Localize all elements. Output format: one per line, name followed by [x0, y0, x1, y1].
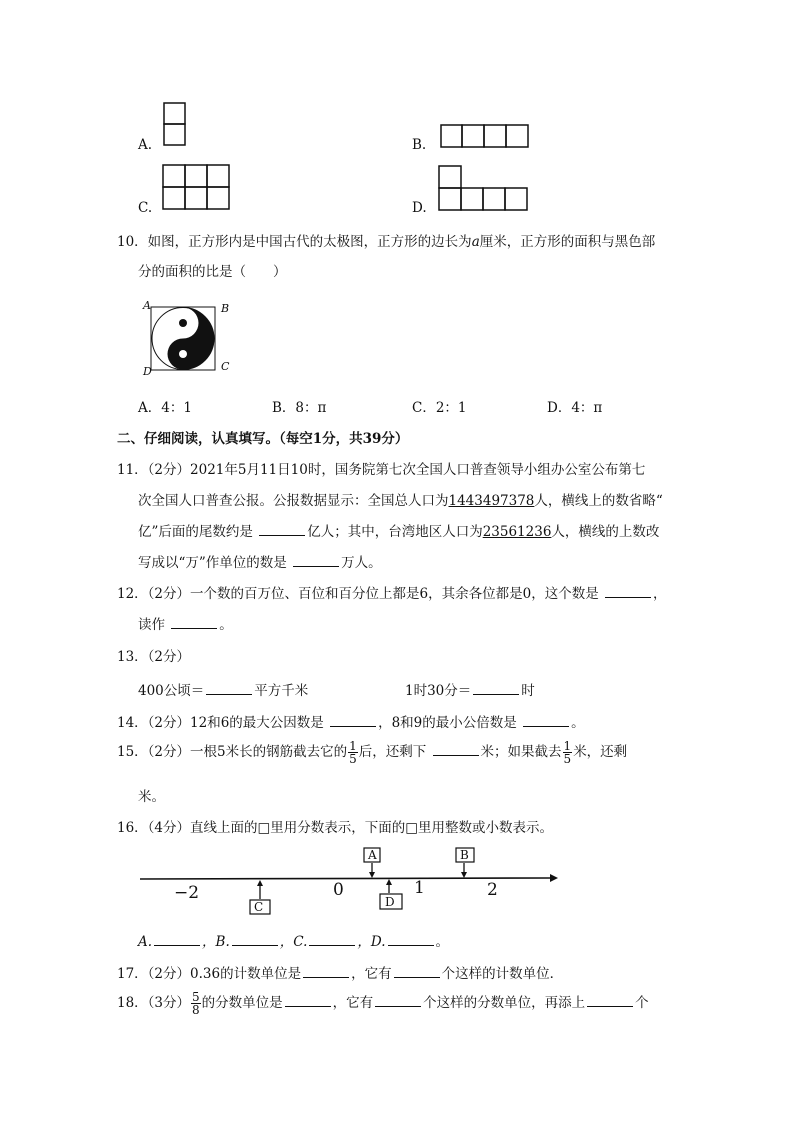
- q11-line1: 11．（2分）2021年5月11日10时，国务院第七次全国人口普查领导小组办公室公布第七: [117, 462, 646, 478]
- q13-item1: 400公顷＝ 平方千米: [138, 683, 309, 699]
- q14-blank-2[interactable]: [523, 714, 569, 727]
- corner-label-d: D: [143, 365, 152, 378]
- q18-blank-1[interactable]: [285, 994, 331, 1007]
- q15-line2: 米。: [138, 789, 165, 805]
- tick-label-2: 2: [487, 880, 498, 900]
- q18-line: 18．（3分） $\frac{5}{8}$ 的分数单位是 ，它有 个这样的分数单位，再添上 个: [117, 990, 649, 1017]
- q16-blank-d[interactable]: [388, 933, 434, 946]
- q9-option-b-net-figure: [440, 124, 530, 149]
- q9-option-b-label: B.: [412, 137, 427, 153]
- taiji-square-diagram: [150, 306, 220, 372]
- q15-line1: 15．（2分）一根5米长的钢筋截去它的 $\frac{1}{5}$ 后，还剩下 米；如果截去 $\frac{1}{5}$ 米，还剩: [117, 739, 628, 766]
- q15-fraction-2: $\frac{1}{5}$: [563, 739, 572, 766]
- tick-label-minus-2: −2: [174, 883, 200, 903]
- q13-line1: 13．（2分）: [117, 649, 191, 665]
- q11-line3: 亿”后面的尾数约是 亿人；其中，台湾地区人口为23561236人，横线的上数改: [138, 524, 660, 540]
- corner-label-b: B: [221, 302, 230, 315]
- q13-blank-1[interactable]: [206, 682, 252, 695]
- q11-line4: 写成以“万”作单位的数是 万人。: [138, 555, 382, 571]
- q16-blank-c[interactable]: [309, 933, 355, 946]
- q10-variable-a: a: [471, 234, 480, 250]
- tick-label-0: 0: [333, 880, 344, 900]
- q16-answers: A. ，B. ，C. ，D. 。: [138, 934, 450, 950]
- q10-option-d: D．4：π: [547, 400, 603, 416]
- box-label-c: C: [254, 900, 264, 914]
- q17-line: 17．（2分）0.36的计数单位是 ，它有 个这样的计数单位．: [117, 966, 564, 982]
- q18-blank-3[interactable]: [587, 994, 633, 1007]
- corner-label-a: A: [143, 299, 151, 312]
- q10-stem-line2: 分的面积的比是（ ）: [138, 264, 287, 280]
- box-label-a: A: [368, 848, 377, 862]
- q12-line2: 读作 。: [138, 617, 233, 633]
- q9-option-c-net-figure: [162, 164, 232, 214]
- q11-blank-1[interactable]: [259, 523, 305, 536]
- q13-blank-2[interactable]: [473, 682, 519, 695]
- q9-option-c-label: C.: [138, 200, 153, 216]
- q10-option-b: B．8：π: [272, 400, 327, 416]
- q11-taiwan-number: 23561236: [482, 524, 552, 540]
- tick-label-1: 1: [414, 878, 425, 898]
- q10-option-a: A．4：1: [138, 400, 192, 416]
- q15-fraction-1: $\frac{1}{5}$: [349, 739, 357, 766]
- q9-option-a-label: A.: [138, 137, 153, 153]
- q12-blank-2[interactable]: [171, 616, 217, 629]
- q9-option-d-label: D.: [412, 200, 427, 216]
- q10-stem-line1: 10．如图，正方形内是中国古代的太极图，正方形的边长为a厘米，正方形的面积与黑色部: [117, 234, 656, 250]
- q17-blank-1[interactable]: [303, 965, 349, 978]
- q14-line: 14．（2分）12和6的最大公因数是 ，8和9的最小公倍数是 。: [117, 715, 585, 731]
- corner-label-c: C: [221, 360, 230, 373]
- q10-option-c: C．2：1: [412, 400, 467, 416]
- q18-fraction: $\frac{5}{8}$: [192, 990, 200, 1017]
- q12-blank-1[interactable]: [605, 585, 651, 598]
- q9-option-d-net-figure: [438, 165, 530, 215]
- q12-line1: 12．（2分）一个数的百万位、百位和百分位上都是6，其余各位都是0，这个数是 ，: [117, 586, 667, 602]
- q15-blank-1[interactable]: [433, 743, 479, 756]
- q16-line1: 16．（4分）直线上面的□里用分数表示，下面的□里用整数或小数表示。: [117, 820, 554, 836]
- q11-line2: 次全国人口普查公报。公报数据显示：全国总人口为1443497378人，横线上的数省略“: [138, 493, 663, 509]
- q16-blank-a[interactable]: [154, 933, 200, 946]
- q11-blank-2[interactable]: [293, 554, 339, 567]
- box-label-b: B: [460, 848, 469, 862]
- q18-blank-2[interactable]: [375, 994, 421, 1007]
- q13-item2: 1时30分＝ 时: [405, 683, 535, 699]
- box-label-d: D: [385, 895, 395, 909]
- q17-blank-2[interactable]: [394, 965, 440, 978]
- q16-blank-b[interactable]: [232, 933, 278, 946]
- q9-option-a-net-figure: [163, 102, 187, 148]
- section-2-title: 二、仔细阅读，认真填写。（每空1分，共39分）: [117, 431, 409, 447]
- q11-population-number: 1443497378: [448, 493, 535, 509]
- q14-blank-1[interactable]: [330, 714, 376, 727]
